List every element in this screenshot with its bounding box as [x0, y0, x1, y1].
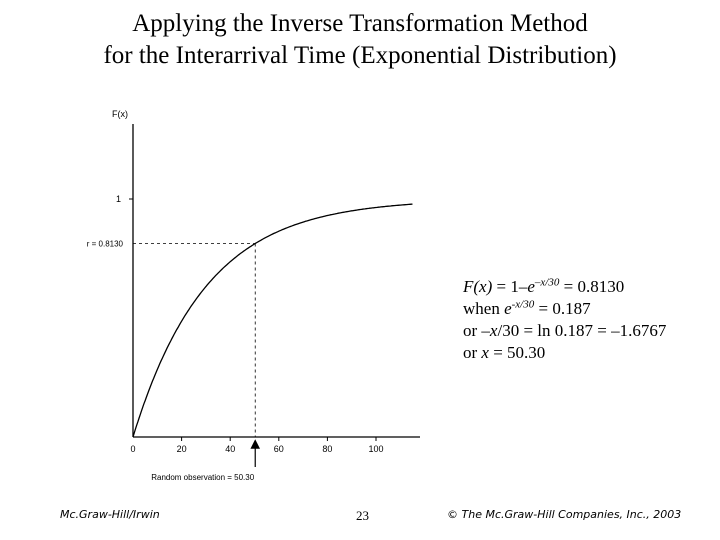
guides: [133, 244, 255, 437]
footer-copyright: © The Mc.Graw-Hill Companies, Inc., 2003: [447, 508, 682, 521]
equation-block: [463, 276, 666, 364]
eq1-mid: = 1–: [492, 277, 528, 296]
equation-line-4: [463, 342, 666, 364]
eq4-pre: or: [463, 343, 482, 362]
eq2-base: e: [504, 299, 512, 318]
equation-line-2: [463, 298, 666, 320]
cdf-curve: [133, 204, 413, 437]
title-line-2: for the Interarrival Time (Exponential Distribution): [103, 42, 617, 69]
footer-publisher: Mc.Graw-Hill/Irwin: [60, 508, 160, 521]
equation-line-3: [463, 320, 666, 342]
y-tick-label: 1: [115, 194, 121, 204]
observation-label: Random observation = 50.30: [151, 473, 255, 482]
eq3-rhs: /30 = ln 0.187 = –1.6767: [497, 321, 667, 340]
x-tick-label: 80: [322, 444, 333, 454]
eq2-exponent: -x/30: [511, 298, 535, 311]
eq1-base: e: [527, 277, 535, 296]
equation-line-1: [463, 276, 666, 298]
y-axis-label: F(x): [112, 109, 128, 119]
x-tick-label: 0: [130, 444, 136, 454]
r-value-label: r = 0.8130: [86, 239, 123, 249]
x-tick-label: 40: [225, 444, 236, 454]
eq1-rhs: = 0.8130: [559, 277, 625, 296]
eq2-pre: when: [463, 299, 505, 318]
footer-page-number: 23: [356, 508, 369, 523]
title-line-1: Applying the Inverse Transformation Method: [132, 10, 588, 37]
eq4-rhs: = 50.30: [488, 343, 546, 362]
ticks: [116, 194, 384, 454]
eq4-var: x: [481, 343, 489, 362]
x-tick-label: 100: [368, 444, 384, 454]
axes: [112, 109, 420, 437]
eq3-pre: or –: [463, 321, 490, 340]
x-tick-label: 60: [273, 444, 284, 454]
eq3-var: x: [489, 321, 498, 340]
x-tick-label: 20: [176, 444, 187, 454]
eq1-exponent: –x/30: [534, 276, 560, 289]
eq2-rhs: = 0.187: [534, 299, 591, 318]
eq1-lhs: F(x): [463, 277, 493, 296]
